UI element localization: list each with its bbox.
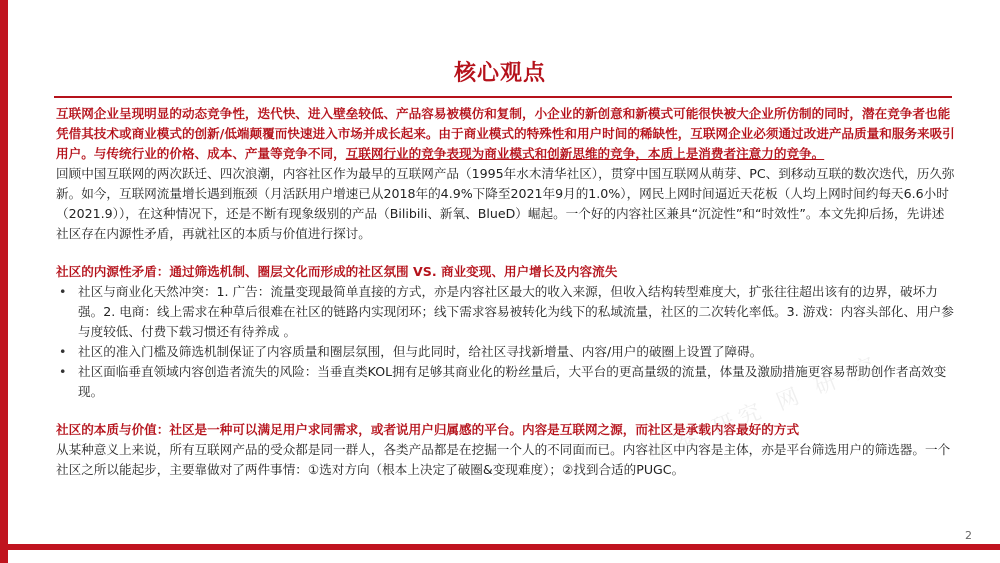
slide-content [56,104,956,480]
title-divider [54,96,952,98]
bullet-item: • 社区的准入门槛及筛选机制保证了内容质量和圈层氛围，但与此同时，给社区寻找新增量、内容/用户的破圈上设置了障碍。 [56,342,956,362]
bottom-accent-band [0,544,1000,550]
spacer [56,244,956,262]
watermark-text: 中泰 研究 网 研 究 [645,351,885,468]
intro-underlined-text: 互联网行业的竞争表现为商业模式和创新思维的竞争，本质上是消费者注意力的竞争。 [345,146,825,161]
intro-paragraph-2: 回顾中国互联网的两次跃迁、四次浪潮，内容社区作为最早的互联网产品（1995年水木清华社区），贯穿中国互联网从萌芽、PC、到移动互联的数次迭代，历久弥新。如今，互联网流量增长遇到瓶颈（月活跃用户增速已从2018年的4.9%下降至2021年9月的1.0%），网民上网时间逼近天花板（人均上网时间约每天6.6小时（2021.9）），在这种情况下，还是不断有现象级别的产品（Bilibili、新氧、BlueD）崛起。一个好的内容社区兼具“沉淀性”和“时效性”。本文先抑后扬，先讲述社区存在内源性矛盾，再就社区的本质与价值进行探讨。 [56,166,955,241]
intro-paragraph-1 [56,104,956,164]
intro-highlight-text: 互联网企业呈现明显的动态竞争性，迭代快、进入壁垒较低、产品容易被模仿和复制，小企业的新创意和新模式可能很快被大企业所仿制的同时，潜在竞争者也能凭借其技术或商业模式的创新/低端颠覆而快速进入市场并成长起来。由于商业模式的特殊性和用户时间的稀缺性，互联网企业必须通过改进产品质量和服务来吸引用户。与传统行业的价格、成本、产量等竞争不同， [56,106,955,161]
essence-paragraph: 从某种意义上来说，所有互联网产品的受众都是同一群人，各类产品都是在挖掘一个人的不同面而已。内容社区中内容是主体，亦是平台筛选用户的筛选器。一个社区之所以能起步，主要靠做对了两件事情：①选对方向（根本上决定了破圈&变现难度）；②找到合适的PUGC。 [56,442,951,477]
section-heading-contradiction: 社区的内源性矛盾：通过筛选机制、圈层文化而形成的社区氛围 VS. 商业变现、用户增长及内容流失 [56,264,618,279]
spacer [56,402,956,420]
section-heading-essence: 社区的本质与价值：社区是一种可以满足用户求同需求，或者说用户归属感的平台。内容是互联网之源，而社区是承载内容最好的方式 [56,422,800,437]
slide-title: 核心观点 [453,61,546,86]
bullet-item: • 社区与商业化天然冲突：1. 广告：流量变现最简单直接的方式，亦是内容社区最大的收入来源，但收入结构转型难度大，扩张往往超出该有的边界，破坏力强。2. 电商：线上需求在种草后很难在社区的链路内实现闭环；线下需求容易被转化为线下的私域流量，社区的二次转化率低。3. 游戏：内容头部化、用户参与度较低、付费下载习惯还有待养成 。 [56,282,956,342]
bullet-item: • 社区面临垂直领域内容创造者流失的风险：当垂直类KOL拥有足够其商业化的粉丝量后，大平台的更高量级的流量，体量及激励措施更容易帮助创作者高效变现。 [56,362,956,402]
page-number: 2 [965,529,972,542]
